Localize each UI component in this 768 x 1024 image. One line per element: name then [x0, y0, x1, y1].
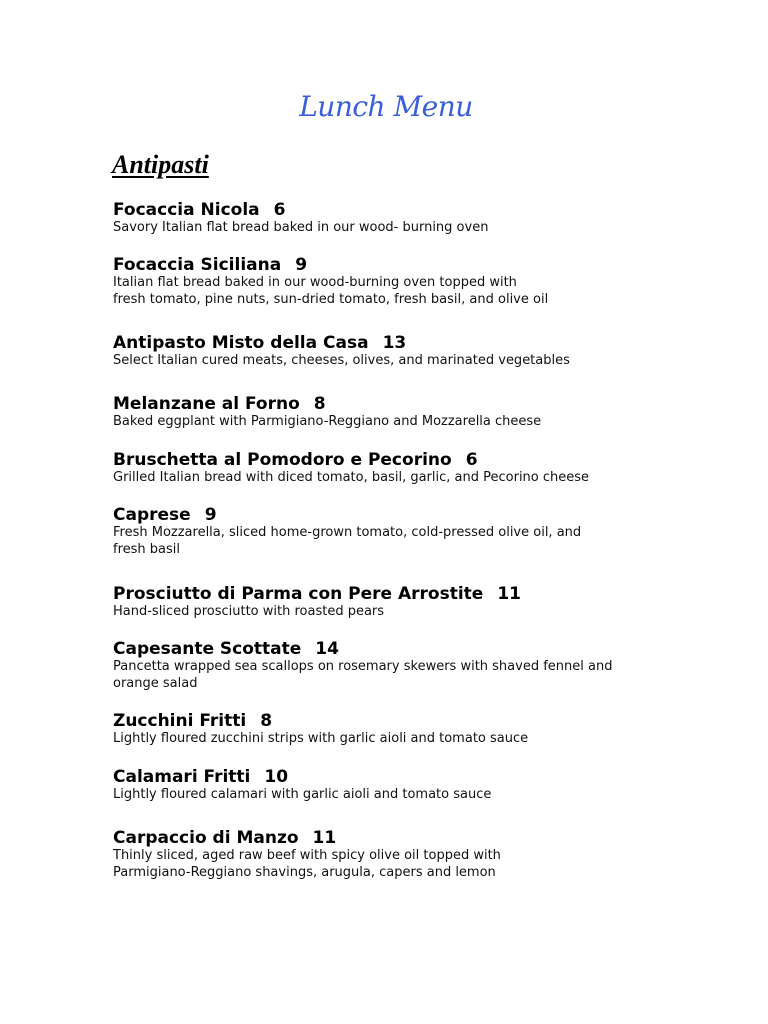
item-description: Lightly floured zucchini strips with garlic aioli and tomato sauce	[113, 731, 529, 746]
item-header	[113, 767, 673, 787]
menu-item	[113, 505, 673, 558]
item-header	[113, 584, 673, 604]
item-description: Lightly floured calamari with garlic aioli and tomato sauce	[113, 787, 492, 802]
item-description: Hand-sliced prosciutto with roasted pears	[113, 604, 385, 619]
item-description: Baked eggplant with Parmigiano-Reggiano and Mozzarella cheese	[113, 414, 542, 429]
item-description: Italian flat bread baked in our wood-burning oven topped with fresh tomato, pine nuts, sun-dried tomato, fresh basil, and olive oil	[113, 275, 549, 307]
menu-item	[113, 639, 673, 692]
item-header	[113, 200, 673, 220]
section-heading-antipasti: Antipasti	[112, 150, 209, 179]
item-description: Select Italian cured meats, cheeses, olives, and marinated vegetables	[113, 353, 570, 368]
item-price: 9	[295, 255, 308, 275]
item-name: Prosciutto di Parma con Pere Arrostite	[113, 584, 484, 604]
menu-item	[113, 200, 673, 237]
item-price: 11	[312, 828, 337, 848]
item-name: Bruschetta al Pomodoro e Pecorino	[113, 450, 452, 470]
item-header	[113, 711, 673, 731]
item-name: Melanzane al Forno	[113, 394, 300, 414]
item-name: Zucchini Fritti	[113, 711, 247, 731]
menu-item	[113, 711, 673, 748]
menu-item	[113, 333, 673, 370]
item-price: 14	[315, 639, 339, 659]
item-price: 10	[264, 767, 289, 787]
item-header	[113, 255, 673, 275]
item-description: Savory Italian flat bread baked in our wood- burning oven	[113, 220, 489, 235]
item-header	[113, 333, 673, 353]
menu-item	[113, 584, 673, 621]
item-description: Thinly sliced, aged raw beef with spicy olive oil topped with Parmigiano-Reggiano shavings, arugula, capers and lemon	[113, 848, 501, 880]
menu-title: Lunch Menu	[299, 90, 473, 123]
item-name: Focaccia Nicola	[113, 200, 260, 220]
item-price: 6	[465, 450, 478, 470]
menu-item	[113, 450, 673, 487]
item-price: 11	[497, 584, 521, 604]
item-name: Focaccia Siciliana	[113, 255, 282, 275]
item-name: Carpaccio di Manzo	[113, 828, 299, 848]
item-header	[113, 450, 673, 470]
item-description: Pancetta wrapped sea scallops on rosemary skewers with shaved fennel and orange salad	[113, 659, 613, 691]
item-name: Antipasto Misto della Casa	[113, 333, 369, 353]
item-header	[113, 394, 673, 414]
item-price: 9	[204, 505, 217, 525]
menu-item	[113, 394, 673, 431]
menu-item	[113, 767, 673, 804]
item-price: 6	[273, 200, 286, 220]
item-name: Capesante Scottate	[113, 639, 302, 659]
item-price: 8	[313, 394, 326, 414]
item-name: Calamari Fritti	[113, 767, 251, 787]
menu-item	[113, 828, 673, 881]
item-description: Grilled Italian bread with diced tomato, basil, garlic, and Pecorino cheese	[113, 470, 590, 485]
item-header	[113, 639, 673, 659]
item-name: Caprese	[113, 505, 191, 525]
item-header	[113, 828, 673, 848]
item-price: 13	[382, 333, 407, 353]
menu-item	[113, 255, 673, 308]
item-description: Fresh Mozzarella, sliced home-grown tomato, cold-pressed olive oil, and fresh basil	[113, 525, 582, 557]
item-price: 8	[260, 711, 273, 731]
item-header	[113, 505, 673, 525]
